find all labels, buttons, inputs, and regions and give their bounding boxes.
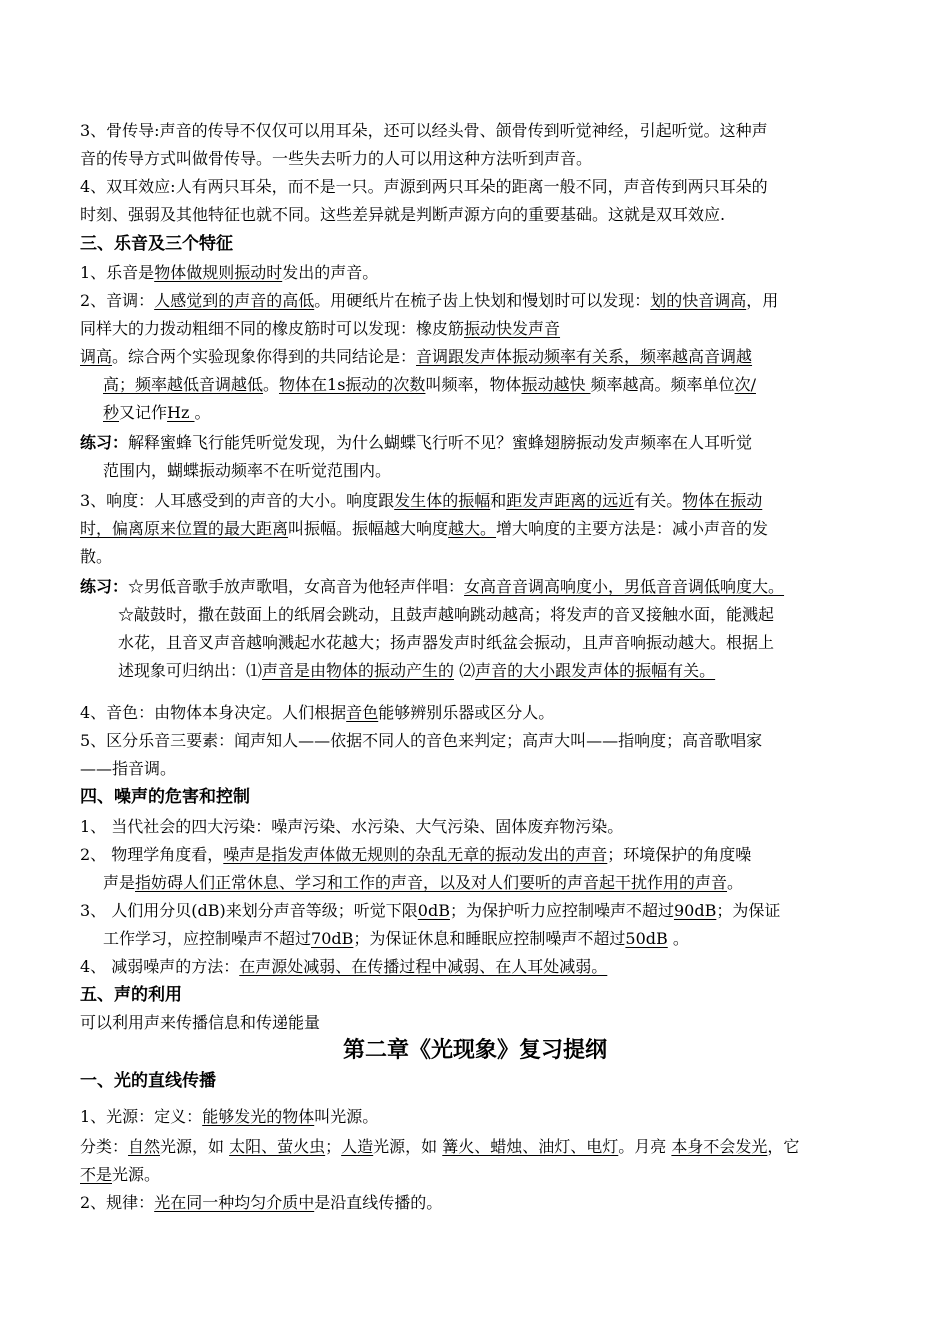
- text-line: 4、音色：由物体本身决定。人们根据音色能够辨别乐器或区分人。: [80, 703, 555, 722]
- text-line: 5、区分乐音三要素：闻声知人——依据不同人的音色来判定；高声大叫——指响度；高音歌唱家: [80, 731, 763, 750]
- chapter-title: 第二章《光现象》复习提纲: [342, 1038, 607, 1063]
- text-line: 4、双耳效应:人有两只耳朵，而不是一只。声源到两只耳朵的距离一般不同，声音传到两只耳朵的: [80, 177, 768, 196]
- text-line: ☆敲鼓时，撒在鼓面上的纸屑会跳动，且鼓声越响跳动越高；将发声的音叉接触水面，能溅起: [118, 605, 775, 624]
- text-line: 3、骨传导:声音的传导不仅仅可以用耳朵，还可以经头骨、颌骨传到听觉神经，引起听觉。这种声: [80, 121, 768, 140]
- text-line: 1、 当代社会的四大污染：噪声污染、水污染、大气污染、固体废弃物污染。: [80, 817, 624, 836]
- text-line: 2、规律：光在同一种均匀介质中是沿直线传播的。: [80, 1193, 443, 1212]
- text-line: 同样大的力拨动粗细不同的橡皮筋时可以发现：橡皮筋振动快发声音: [80, 319, 561, 338]
- text-line: 工作学习，应控制噪声不超过70dB；为保证休息和睡眠应控制噪声不超过50dB 。: [103, 929, 689, 948]
- exercise-line: 练习：解释蜜蜂飞行能凭听觉发现，为什么蝴蝶飞行听不见？蜜蜂翅膀振动发声频率在人耳听觉: [80, 433, 753, 452]
- text-line: 不是光源。: [80, 1165, 161, 1184]
- text-line: 范围内，蝴蝶振动频率不在听觉范围内。: [103, 461, 392, 480]
- text-line: 音的传导方式叫做骨传导。一些失去听力的人可以用这种方法听到声音。: [80, 149, 593, 168]
- text-line: 水花，且音叉声音越响溅起水花越大；扬声器发声时纸盆会振动，且声音响振动越大。根据上: [118, 633, 775, 652]
- text-line: 4、 减弱噪声的方法：在声源处减弱、在传播过程中减弱、在人耳处减弱。: [80, 957, 608, 976]
- text-line: 可以利用声来传播信息和传递能量: [80, 1013, 321, 1032]
- text-line: 3、响度：人耳感受到的声音的大小。响度跟发生体的振幅和距发声距离的远近有关。物体在振动: [80, 491, 763, 510]
- text-line: 秒又记作Hz 。: [103, 403, 211, 422]
- text-line: 3、 人们用分贝(dB)来划分声音等级；听觉下限0dB；为保护听力应控制噪声不超过90dB；为保证: [80, 901, 781, 920]
- exercise-line: 练习：☆男低音歌手放声歌唱，女高音为他轻声伴唱：女高音音调高响度小，男低音音调低响度大。: [80, 577, 785, 596]
- text-line: 调高。综合两个实验现象你得到的共同结论是：音调跟发声体振动频率有关系，频率越高音调越: [80, 347, 753, 366]
- section-heading-1: 一、光的直线传播: [80, 1071, 216, 1091]
- text-line: 1、光源：定义：能够发光的物体叫光源。: [80, 1107, 379, 1126]
- text-line: 散。: [80, 547, 113, 566]
- section-heading-3: 三、乐音及三个特征: [80, 234, 233, 254]
- text-line: 1、乐音是物体做规则振动时发出的声音。: [80, 263, 379, 282]
- text-line: 述现象可归纳出：⑴声音是由物体的振动产生的 ⑵声音的大小跟发声体的振幅有关。: [118, 661, 716, 680]
- text-line: 时刻、强弱及其他特征也就不同。这些差异就是判断声源方向的重要基础。这就是双耳效应.: [80, 205, 726, 224]
- text-line: 2、音调：人感觉到的声音的高低。用硬纸片在梳子齿上快划和慢划时可以发现：划的快音调高，用: [80, 291, 779, 310]
- text-line: 时，偏离原来位置的最大距离叫振幅。振幅越大响度越大。增大响度的主要方法是：减小声音的发: [80, 519, 769, 538]
- text-line: 分类：自然光源，如 太阳、萤火虫；人造光源，如 篝火、蜡烛、油灯、电灯。月亮 本身不会发光，它: [80, 1137, 800, 1156]
- text-line: 高；频率越低音调越低。物体在1s振动的次数叫频率，物体振动越快 频率越高。频率单位次/: [103, 375, 756, 394]
- section-heading-5: 五、声的利用: [80, 985, 182, 1005]
- text-line: 声是指妨碍人们正常休息、学习和工作的声音，以及对人们要听的声音起干扰作用的声音。: [103, 873, 744, 892]
- text-line: ——指音调。: [80, 759, 177, 778]
- text-line: 2、 物理学角度看，噪声是指发声体做无规则的杂乱无章的振动发出的声音；环境保护的角度噪: [80, 845, 752, 864]
- section-heading-4: 四、噪声的危害和控制: [80, 787, 250, 807]
